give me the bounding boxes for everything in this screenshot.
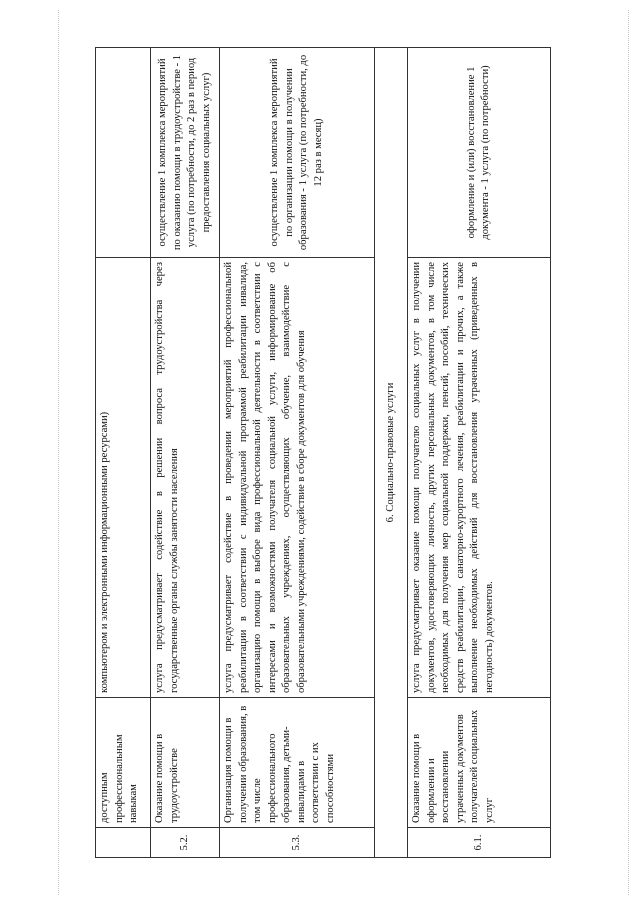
table-row bbox=[408, 48, 551, 858]
services-table bbox=[95, 47, 551, 858]
service-name: Оказание помощи в трудоустройстве bbox=[151, 698, 220, 828]
rotated-page-content bbox=[95, 48, 565, 858]
row-number: 5.3. bbox=[220, 828, 375, 858]
service-description: компьютером и электронными информационными ресурсами) bbox=[96, 258, 151, 698]
service-name: Оказание помощи в оформлении и восстановлении утраченных документов получателей социальных услуг bbox=[408, 698, 551, 828]
service-volume bbox=[96, 48, 151, 258]
service-volume: осуществление 1 комплекса мероприятий по оказанию помощи в трудоустройстве - 1 услуга (по потребности, до 2 раз в период предоставления социальных услуг) bbox=[151, 48, 220, 258]
service-name: Организация помощи в получении образования, в том числе профессионального образования, детьми-инвалидами в соответствии с их способностями bbox=[220, 698, 375, 828]
row-number: 6.1. bbox=[408, 828, 551, 858]
service-volume: оформление и (или) восстановление 1 документа - 1 услуга (по потребности) bbox=[408, 48, 551, 258]
service-volume: осуществление 1 комплекса мероприятий по организации помощи в получении образования - 1 услуга (по потребности, до 12 раз в месяц) bbox=[220, 48, 375, 258]
section-heading: 6. Социально-правовые услуги bbox=[375, 48, 408, 858]
service-description: услуга предусматривает оказание помощи получателю социальных услуг в получении документов, удостоверяющих личность, других персональных документов, в том числе необходимых для получения мер социальной поддержки, пенсий, пособий, технических средств реабилитации, санаторно-курортного лечения, реабилитации и прочих, а также выполнение необходимых действий для восстановления утраченных (приведенных в негодность) документов. bbox=[408, 258, 551, 698]
section-row bbox=[375, 48, 408, 858]
row-number: 5.2. bbox=[151, 828, 220, 858]
table-row bbox=[220, 48, 375, 858]
row-number bbox=[96, 828, 151, 858]
scan-right-edge bbox=[628, 10, 630, 895]
scan-left-edge bbox=[58, 10, 60, 895]
service-name: доступным профессиональным навыкам bbox=[96, 698, 151, 828]
service-description: услуга предусматривает содействие в проведении мероприятий профессиональной реабилитации в соответствии с индивидуальной программой реабилитации инвалида, организацию помощи в выборе вида профессиональной деятельности в соответствии с интересами и возможностями получателя социальной услуги, информирование об образовательных учреждениях, осуществляющих обучение, взаимодействие с образовательными учреждениями, содействие в сборе документов для обучения bbox=[220, 258, 375, 698]
table-row bbox=[96, 48, 151, 858]
service-description: услуга предусматривает содействие в решении вопроса трудоустройства через государственные органы службы занятости населения bbox=[151, 258, 220, 698]
table-row bbox=[151, 48, 220, 858]
